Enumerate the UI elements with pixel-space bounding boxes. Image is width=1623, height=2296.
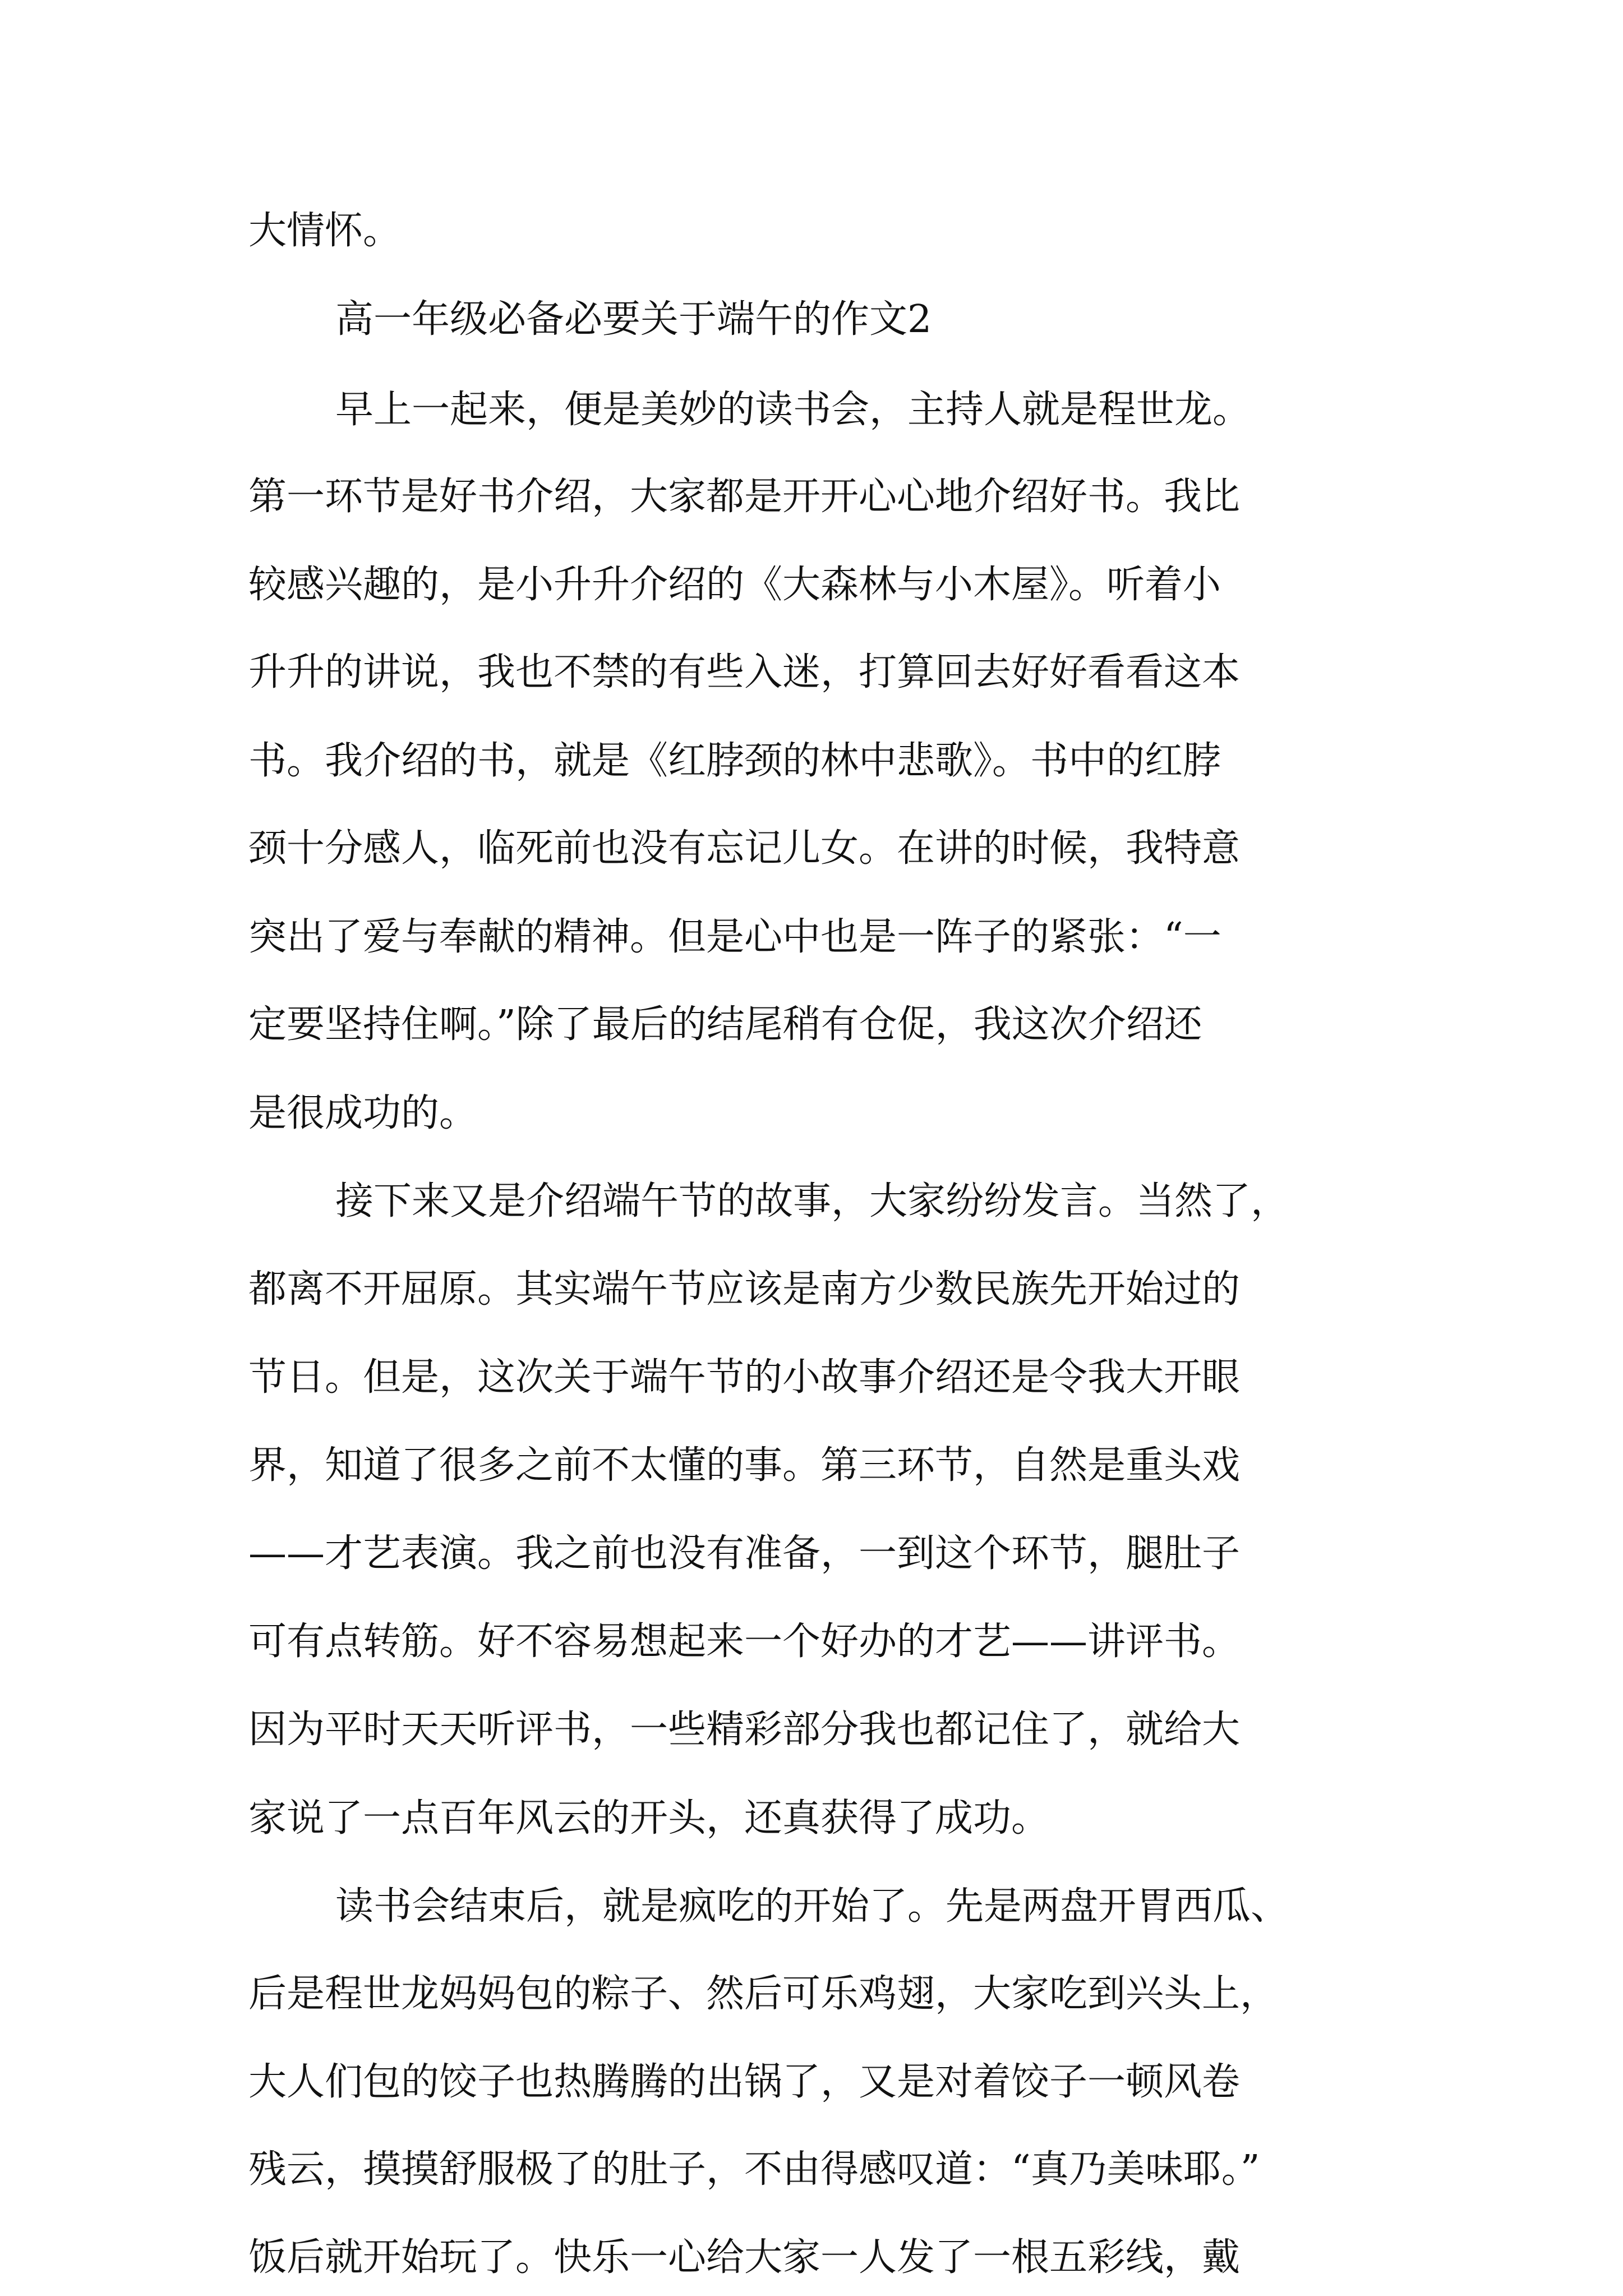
text-line: 残云，摸摸舒服极了的肚子，不由得感叹道：“真乃美味耶。”: [248, 2147, 1260, 2192]
text-line: 后是程世龙妈妈包的粽子、然后可乐鸡翅，大家吃到兴头上，: [248, 1972, 1279, 2016]
text-line: 突出了爱与奉献的精神。但是心中也是一阵子的紧张：“一: [248, 915, 1221, 959]
text-line: 节日。但是，这次关于端午节的小故事介绍还是令我大开眼: [248, 1355, 1241, 1400]
text-line: 较感兴趣的，是小升升介绍的《大森林与小木屋》。听着小: [248, 563, 1221, 607]
text-line: 接下来又是介绍端午节的故事，大家纷纷发言。当然了，: [335, 1179, 1289, 1223]
text-line: 可有点转筋。好不容易想起来一个好办的才艺——讲评书。: [248, 1619, 1241, 1664]
text-line: 早上一起来，便是美妙的读书会，主持人就是程世龙。: [335, 388, 1251, 432]
text-line: 都离不开屈原。其实端午节应该是南方少数民族先开始过的: [248, 1267, 1241, 1312]
text-line: 饭后就开始玩了。快乐一心给大家一人发了一根五彩线，戴: [248, 2235, 1241, 2280]
text-line: 颈十分感人，临死前也没有忘记儿女。在讲的时候，我特意: [248, 826, 1241, 871]
text-line: 家说了一点百年风云的开头，还真获得了成功。: [248, 1796, 1050, 1841]
text-line: 第一环节是好书介绍，大家都是开开心心地介绍好书。我比: [248, 475, 1241, 519]
text-line: 定要坚持住啊。”除了最后的结尾稍有仓促，我这次介绍还: [248, 1002, 1202, 1047]
text-line: ——才艺表演。我之前也没有准备，一到这个环节，腿肚子: [248, 1531, 1241, 1576]
text-line: 书。我介绍的书，就是《红脖颈的林中悲歌》。书中的红脖: [248, 739, 1221, 783]
text-line: 升升的讲说，我也不禁的有些入迷，打算回去好好看看这本: [248, 650, 1241, 694]
text-line: 大情怀。: [248, 209, 402, 253]
text-line: 因为平时天天听评书，一些精彩部分我也都记住了，就给大: [248, 1708, 1241, 1752]
text-line: 界，知道了很多之前不太懂的事。第三环节，自然是重头戏: [248, 1443, 1241, 1488]
text-line: 读书会结束后，就是疯吃的开始了。先是两盘开胃西瓜、: [335, 1884, 1289, 1929]
text-line: 大人们包的饺子也热腾腾的出锅了，又是对着饺子一顿风卷: [248, 2060, 1241, 2104]
section-heading: 高一年级必备必要关于端午的作文2: [335, 297, 932, 342]
text-line: 是很成功的。: [248, 1091, 478, 1135]
